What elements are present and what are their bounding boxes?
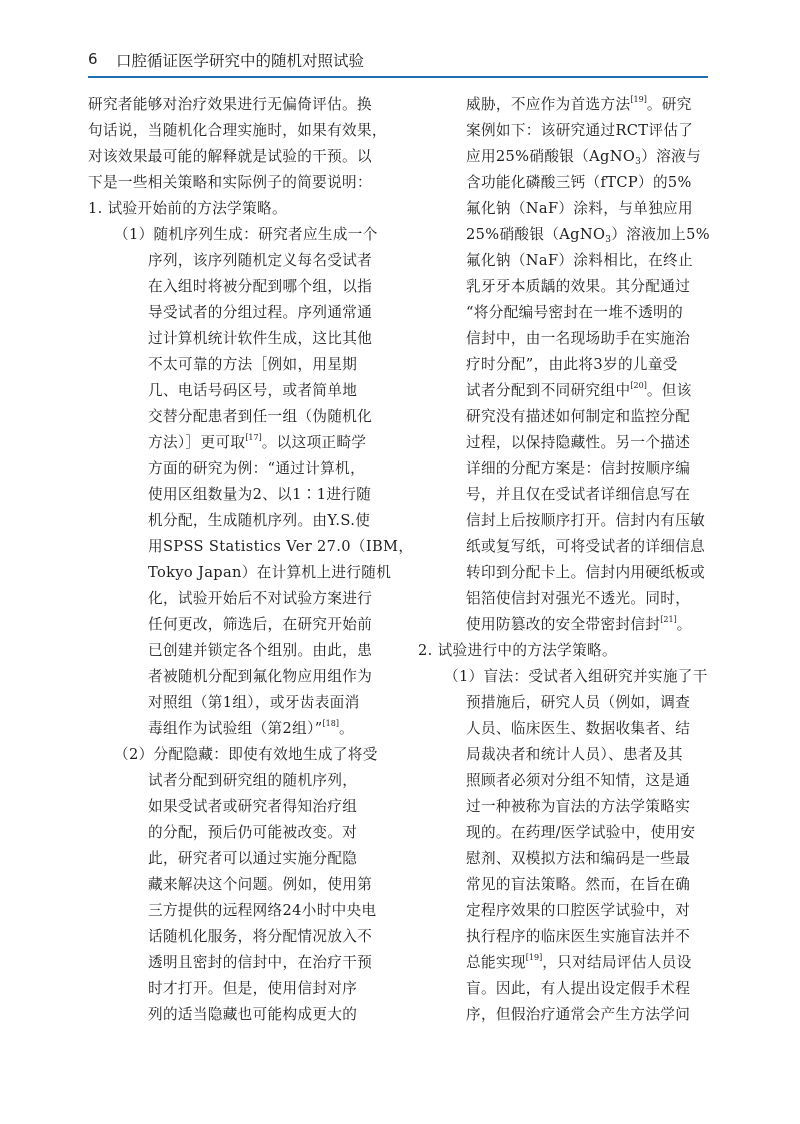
paragraph-line: 氟化钠（NaF）涂料相比，在终止 — [466, 252, 693, 269]
paragraph-line: 藏来解决这个问题。例如，使用第 — [148, 876, 373, 893]
paragraph-line — [418, 612, 710, 638]
paragraph-line: 使用区组数量为2、以1∶1进行随 — [148, 486, 372, 503]
paragraph-line: 现的。在药理/医学试验中，使用安 — [466, 824, 696, 841]
paragraph-line: 转印到分配卡上。信封内用硬纸板或 — [466, 564, 706, 581]
list-heading-2: 2. 试验进行中的方法学策略。 — [418, 642, 617, 659]
paragraph-line: 过程，以保持隐藏性。另一个描述 — [466, 434, 691, 451]
paragraph-line: 号，并且仅在受试者详细信息写在 — [466, 486, 691, 503]
paragraph-line: 纸或复写纸，可将受试者的详细信息 — [466, 538, 706, 555]
paragraph-line: 试者分配到研究组的随机序列， — [148, 772, 358, 789]
paragraph-line — [88, 430, 388, 456]
paragraph-line: 透明且密封的信封中，在治疗干预 — [148, 954, 373, 971]
line-text: 使用防篡改的安全带密封信封 — [466, 616, 661, 633]
paragraph-line: 机分配，生成随机序列。由Y.S.使 — [148, 512, 371, 529]
paragraph-line: 人员、临床医生、数据收集者、结 — [466, 720, 691, 737]
paragraph-line: 不太可靠的方法［例如，用星期 — [148, 356, 358, 373]
paragraph-line: 列的适当隐藏也可能构成更大的 — [148, 1006, 358, 1023]
paragraph-line: 对照组（第1组），或牙齿表面消 — [148, 694, 360, 711]
paragraph-line: 序列，该序列随机定义每名受试者 — [148, 252, 373, 269]
paragraph-line: 在入组时将被分配到哪个组，以指 — [148, 278, 373, 295]
paragraph-line: 三方提供的远程网络24小时中央电 — [148, 902, 377, 919]
paragraph-line: 的分配，预后仍可能被改变。对 — [148, 824, 358, 841]
citation-21: [21] — [660, 615, 677, 624]
paragraph-line: 氟化钠（NaF）涂料，与单独应用 — [466, 200, 693, 217]
list-item-1-1-first-line: （1）随机序列生成：研究者应生成一个 — [114, 226, 378, 243]
paragraph-line: 过一种被称为盲法的方法学策略实 — [466, 798, 691, 815]
paragraph-line: 含功能化磷酸三钙（fTCP）的5% — [466, 174, 692, 191]
line-text: 总能实现 — [466, 954, 526, 971]
line-text: 。但该 — [646, 382, 692, 399]
paragraph-line: 对该效果最可能的解释就是试验的干预。以 — [88, 148, 372, 165]
paragraph-line: 此，研究者可以通过实施分配隐 — [148, 850, 358, 867]
paragraph-line: 方面的研究为例：“通过计算机， — [148, 460, 366, 477]
paragraph-line: 信封中，由一名现场助手在实施治 — [466, 330, 691, 347]
paragraph-line: 慰剂、双模拟方法和编码是一些最 — [466, 850, 691, 867]
paragraph-line — [88, 716, 388, 742]
line-text: 方法）］更可取 — [148, 434, 246, 451]
paragraph-line: 序，但假治疗通常会产生方法学问 — [466, 1006, 691, 1023]
paragraph-line: “将分配编号密封在一堆不透明的 — [466, 304, 684, 321]
paragraph-line: 任何更改，筛选后，在研究开始前 — [148, 616, 373, 633]
paragraph-line: 研究没有描述如何制定和监控分配 — [466, 408, 691, 425]
paragraph-line: 案例如下：该研究通过RCT评估了 — [466, 122, 694, 139]
paragraph-line — [418, 222, 710, 248]
citation-20: [20] — [630, 381, 647, 390]
paragraph-line: 交替分配患者到任一组（伪随机化 — [148, 408, 373, 425]
line-text: 威胁，不应作为首选方法 — [466, 96, 631, 113]
page-number: 6 — [88, 50, 98, 68]
list-heading-1: 1. 试验开始前的方法学策略。 — [88, 200, 287, 217]
paragraph-line: 预措施后，研究人员（例如，调查 — [466, 694, 691, 711]
line-text: ）溶液加上5% — [611, 226, 710, 243]
list-item-1-2-first-line: （2）分配隐藏：即使有效地生成了将受 — [114, 746, 378, 763]
paragraph-line: 时才打开。但是，使用信封对序 — [148, 980, 358, 997]
line-text: 毒组作为试验组（第2组）” — [148, 720, 323, 737]
subscript: 3 — [605, 235, 612, 245]
citation-17: [17] — [245, 433, 262, 442]
paragraph-line: 下是一些相关策略和实际例子的简要说明： — [88, 174, 372, 191]
paragraph-line: 定程序效果的口腔医学试验中，对 — [466, 902, 691, 919]
paragraph-line — [418, 950, 710, 976]
paragraph-line: 局裁决者和统计人员）、患者及其 — [466, 746, 683, 763]
paragraph-line: 话随机化服务，将分配情况放入不 — [148, 928, 373, 945]
left-column — [88, 92, 414, 1028]
citation-19: [19] — [630, 95, 647, 104]
paragraph-line: 详细的分配方案是：信封按顺序编 — [466, 460, 691, 477]
paragraph-line — [418, 378, 710, 404]
subscript: 3 — [635, 157, 642, 167]
citation-19: [19] — [525, 953, 543, 962]
page-header — [88, 40, 708, 78]
paragraph-line: 常见的盲法策略。然而，在旨在确 — [466, 876, 691, 893]
paragraph-line: 导受试者的分组过程。序列通常通 — [148, 304, 373, 321]
line-text: 。研究 — [646, 96, 692, 113]
running-title: 口腔循证医学研究中的随机对照试验 — [116, 52, 365, 70]
paragraph-line: 如果受试者或研究者得知治疗组 — [148, 798, 358, 815]
line-text: 试者分配到不同研究组中 — [466, 382, 631, 399]
paragraph-line: 疗时分配”，由此将3岁的儿童受 — [466, 356, 678, 373]
line-text: ，只对结局评估人员设 — [542, 954, 692, 971]
paragraph-line: 化，试验开始后不对试验方案进行 — [148, 590, 373, 607]
line-text: ）溶液与 — [641, 148, 702, 165]
paragraph-line: 信封上后按顺序打开。信封内有压敏 — [466, 512, 706, 529]
paragraph-line: 研究者能够对治疗效果进行无偏倚评估。换 — [88, 96, 372, 113]
paragraph-line: 句话说，当随机化合理实施时，如果有效果， — [88, 122, 387, 139]
line-text: 25%硝酸银（AgNO — [466, 226, 606, 243]
line-text: 应用25%硝酸银（AgNO — [466, 148, 636, 165]
list-item-2-1-first-line: （1）盲法：受试者入组研究并实施了干 — [444, 668, 708, 685]
paragraph-line: 盲。因此，有人提出设定假手术程 — [466, 980, 691, 997]
paragraph-line: 照顾者必须对分组不知情，这是通 — [466, 772, 691, 789]
paragraph-line: Tokyo Japan）在计算机上进行随机 — [148, 564, 392, 581]
line-text: 。以这项正畸学 — [261, 434, 367, 451]
citation-18: [18] — [322, 719, 339, 728]
line-text: 。 — [338, 720, 354, 737]
paragraph-line: 乳牙牙本质龋的效果。其分配通过 — [466, 278, 691, 295]
paragraph-line — [418, 144, 710, 170]
paragraph-line: 已创建并锁定各个组别。由此，患 — [148, 642, 373, 659]
paragraph-line: 者被随机分配到氟化物应用组作为 — [148, 668, 373, 685]
paragraph-line: 铝箔使信封对强光不透光。同时， — [466, 590, 691, 607]
right-column — [418, 92, 710, 1028]
paragraph-line: 执行程序的临床医生实施盲法并不 — [466, 928, 691, 945]
paragraph-line: 用SPSS Statistics Ver 27.0（IBM， — [148, 538, 414, 555]
paragraph-line: 几、电话号码区号，或者简单地 — [148, 382, 358, 399]
line-text: 。 — [676, 616, 692, 633]
paragraph-line: 过计算机统计软件生成，这比其他 — [148, 330, 373, 347]
paragraph-line — [418, 92, 710, 118]
